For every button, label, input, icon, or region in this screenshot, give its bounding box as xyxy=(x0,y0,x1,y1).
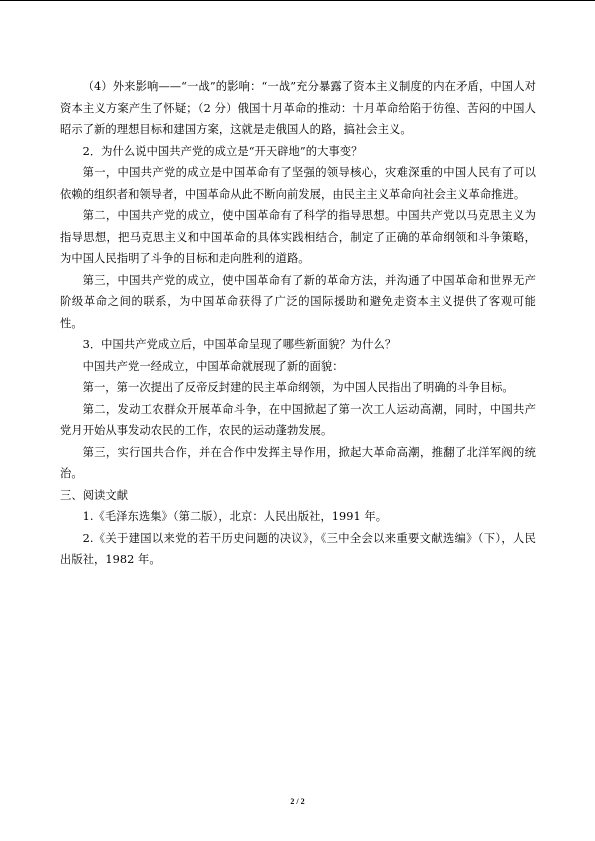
answer-3-intro: 中国共产党一经成立，中国革命就展现了新的面貌： xyxy=(82,359,344,373)
question-3: 3．中国共产党成立后，中国革命呈现了哪些新面貌？为什么？ xyxy=(82,338,397,351)
document-body xyxy=(60,76,536,571)
section-heading-reading: 三、阅读文献 xyxy=(60,488,129,502)
reference-1: 1.《毛泽东选集》（第二版），北京：人民出版社，1991 年。 xyxy=(82,510,388,523)
answer-3-point-2: 第二，发动工农群众开展革命斗争，在中国掀起了第一次工人运动高潮，同时，中国共产党月开始从事发动农民的工作，农民的运动蓬勃发展。 xyxy=(60,402,536,437)
paragraph-external-influence: （4）外来影响——“一战”的影响：“一战”充分暴露了资本主义制度的内在矛盾，中国人对资本主义方案产生了怀疑；（2 分）俄国十月革命的推动：十月革命给陷于彷徨、苦闷的中国人昭示了新的理想目标和建国方案，这就是走俄国人的路，搞社会主义。 xyxy=(60,80,536,136)
answer-2-point-2: 第二，中国共产党的成立，使中国革命有了科学的指导思想。中国共产党以马克思主义为指导思想，把马克思主义和中国革命的具体实践相结合，制定了正确的革命纲领和斗争策略，为中国人民指明了斗争的目标和走向胜利的道路。 xyxy=(60,209,536,265)
reference-2: 2.《关于建国以来党的若干历史问题的决议》，《三中全会以来重要文献选编》（下），人民出版社，1982 年。 xyxy=(60,531,536,566)
answer-2-point-1: 第一，中国共产党的成立是中国革命有了坚强的领导核心，灾难深重的中国人民有了可以依赖的组织者和领导者，中国革命从此不断向前发展，由民主主义革命向社会主义革命推进。 xyxy=(60,166,536,201)
answer-2-point-3: 第三，中国共产党的成立，使中国革命有了新的革命方法，并沟通了中国革命和世界无产阶级革命之间的联系，为中国革命获得了广泛的国际援助和避免走资本主义提供了客观可能性。 xyxy=(60,273,536,330)
header-rule xyxy=(0,0,595,1)
page-number: 2 / 2 xyxy=(290,797,305,806)
answer-3-point-3: 第三，实行国共合作，并在合作中发挥主导作用，掀起大革命高潮，推翻了北洋军阀的统治。 xyxy=(60,445,536,480)
answer-3-point-1: 第一，第一次提出了反帝反封建的民主革命纲领，为中国人民指出了明确的斗争目标。 xyxy=(82,381,514,394)
question-2: 2．为什么说中国共产党的成立是“开天辟地”的大事变？ xyxy=(82,144,363,158)
